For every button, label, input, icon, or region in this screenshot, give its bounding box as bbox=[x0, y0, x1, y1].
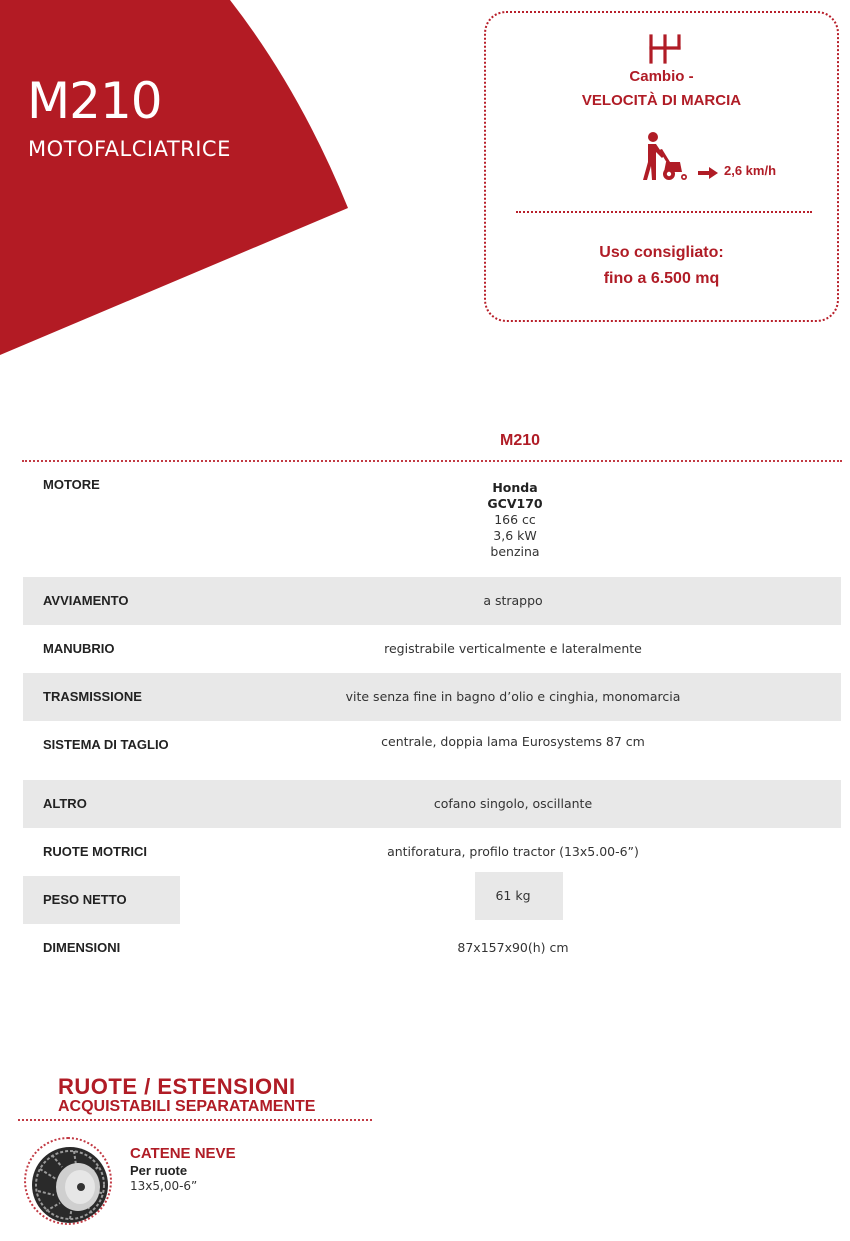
card-divider bbox=[516, 211, 812, 213]
spec-header-divider bbox=[22, 460, 842, 462]
arrow-right-icon bbox=[698, 167, 718, 179]
spec-row-sistema-di-taglio bbox=[23, 721, 841, 779]
spec-row-motore bbox=[23, 470, 841, 570]
spec-value: 61 kg bbox=[495, 888, 531, 903]
recommended-use-label: Uso consigliato: bbox=[599, 244, 724, 261]
spec-value: a strappo bbox=[483, 593, 543, 608]
speed-info-card bbox=[484, 11, 839, 322]
spec-label: ALTRO bbox=[43, 796, 87, 811]
spec-label: DIMENSIONI bbox=[43, 940, 121, 955]
spec-value-motore bbox=[440, 480, 590, 560]
spec-label: MOTORE bbox=[43, 477, 100, 492]
engine-power: 3,6 kW bbox=[493, 528, 537, 543]
spec-value: antiforatura, profilo tractor (13x5.00-6”) bbox=[387, 844, 639, 859]
spec-label: SISTEMA DI TAGLIO bbox=[43, 737, 169, 752]
accessory-desc-bold: Per ruote bbox=[130, 1163, 188, 1178]
accessories-divider bbox=[18, 1119, 372, 1121]
spec-label: RUOTE MOTRICI bbox=[43, 844, 147, 859]
spec-label: MANUBRIO bbox=[43, 641, 115, 656]
accessories-subtitle: ACQUISTABILI SEPARATAMENTE bbox=[58, 1098, 316, 1115]
spec-label: AVVIAMENTO bbox=[43, 593, 129, 608]
person-pushing-mower-icon bbox=[640, 132, 688, 182]
spec-value: registrabile verticalmente e lateralmente bbox=[384, 641, 642, 656]
accessory-name: CATENE NEVE bbox=[130, 1145, 236, 1162]
gear-shift-icon bbox=[648, 34, 682, 64]
spec-row-manubrio bbox=[23, 625, 841, 673]
engine-displacement: 166 cc bbox=[494, 512, 536, 527]
spec-label: PESO NETTO bbox=[43, 892, 127, 907]
engine-brand: Honda bbox=[492, 480, 538, 495]
snow-chain-wheel-image bbox=[24, 1137, 112, 1225]
spec-row-avviamento bbox=[23, 577, 841, 625]
spec-row-peso-netto bbox=[23, 876, 841, 924]
spec-row-ruote-motrici bbox=[23, 828, 841, 876]
spec-row-trasmissione bbox=[23, 673, 841, 721]
engine-model: GCV170 bbox=[487, 496, 543, 511]
recommended-use-value: fino a 6.500 mq bbox=[603, 270, 720, 287]
accessory-desc: 13x5,00-6” bbox=[130, 1179, 198, 1193]
spec-label: TRASMISSIONE bbox=[43, 689, 142, 704]
card-title-line1: Cambio - bbox=[629, 68, 694, 85]
travel-speed-value: 2,6 km/h bbox=[724, 163, 777, 178]
spec-value: cofano singolo, oscillante bbox=[433, 796, 593, 811]
product-category: MOTOFALCIATRICE bbox=[28, 137, 231, 161]
hero-red-shape bbox=[0, 0, 360, 360]
spec-value: vite senza fine in bagno d’olio e cinghia, monomarcia bbox=[345, 689, 681, 704]
spec-row-dimensioni bbox=[23, 924, 841, 972]
card-title-line2: VELOCITÀ DI MARCIA bbox=[581, 92, 742, 109]
spec-value: 87x157x90(h) cm bbox=[457, 940, 569, 955]
product-model-title: M210 bbox=[27, 72, 162, 130]
spec-value: centrale, doppia lama Eurosystems 87 cm bbox=[381, 734, 645, 749]
spec-column-header: M210 bbox=[499, 432, 541, 449]
spec-row-altro bbox=[23, 780, 841, 828]
engine-fuel: benzina bbox=[490, 544, 540, 559]
accessories-title: RUOTE / ESTENSIONI bbox=[58, 1074, 296, 1099]
